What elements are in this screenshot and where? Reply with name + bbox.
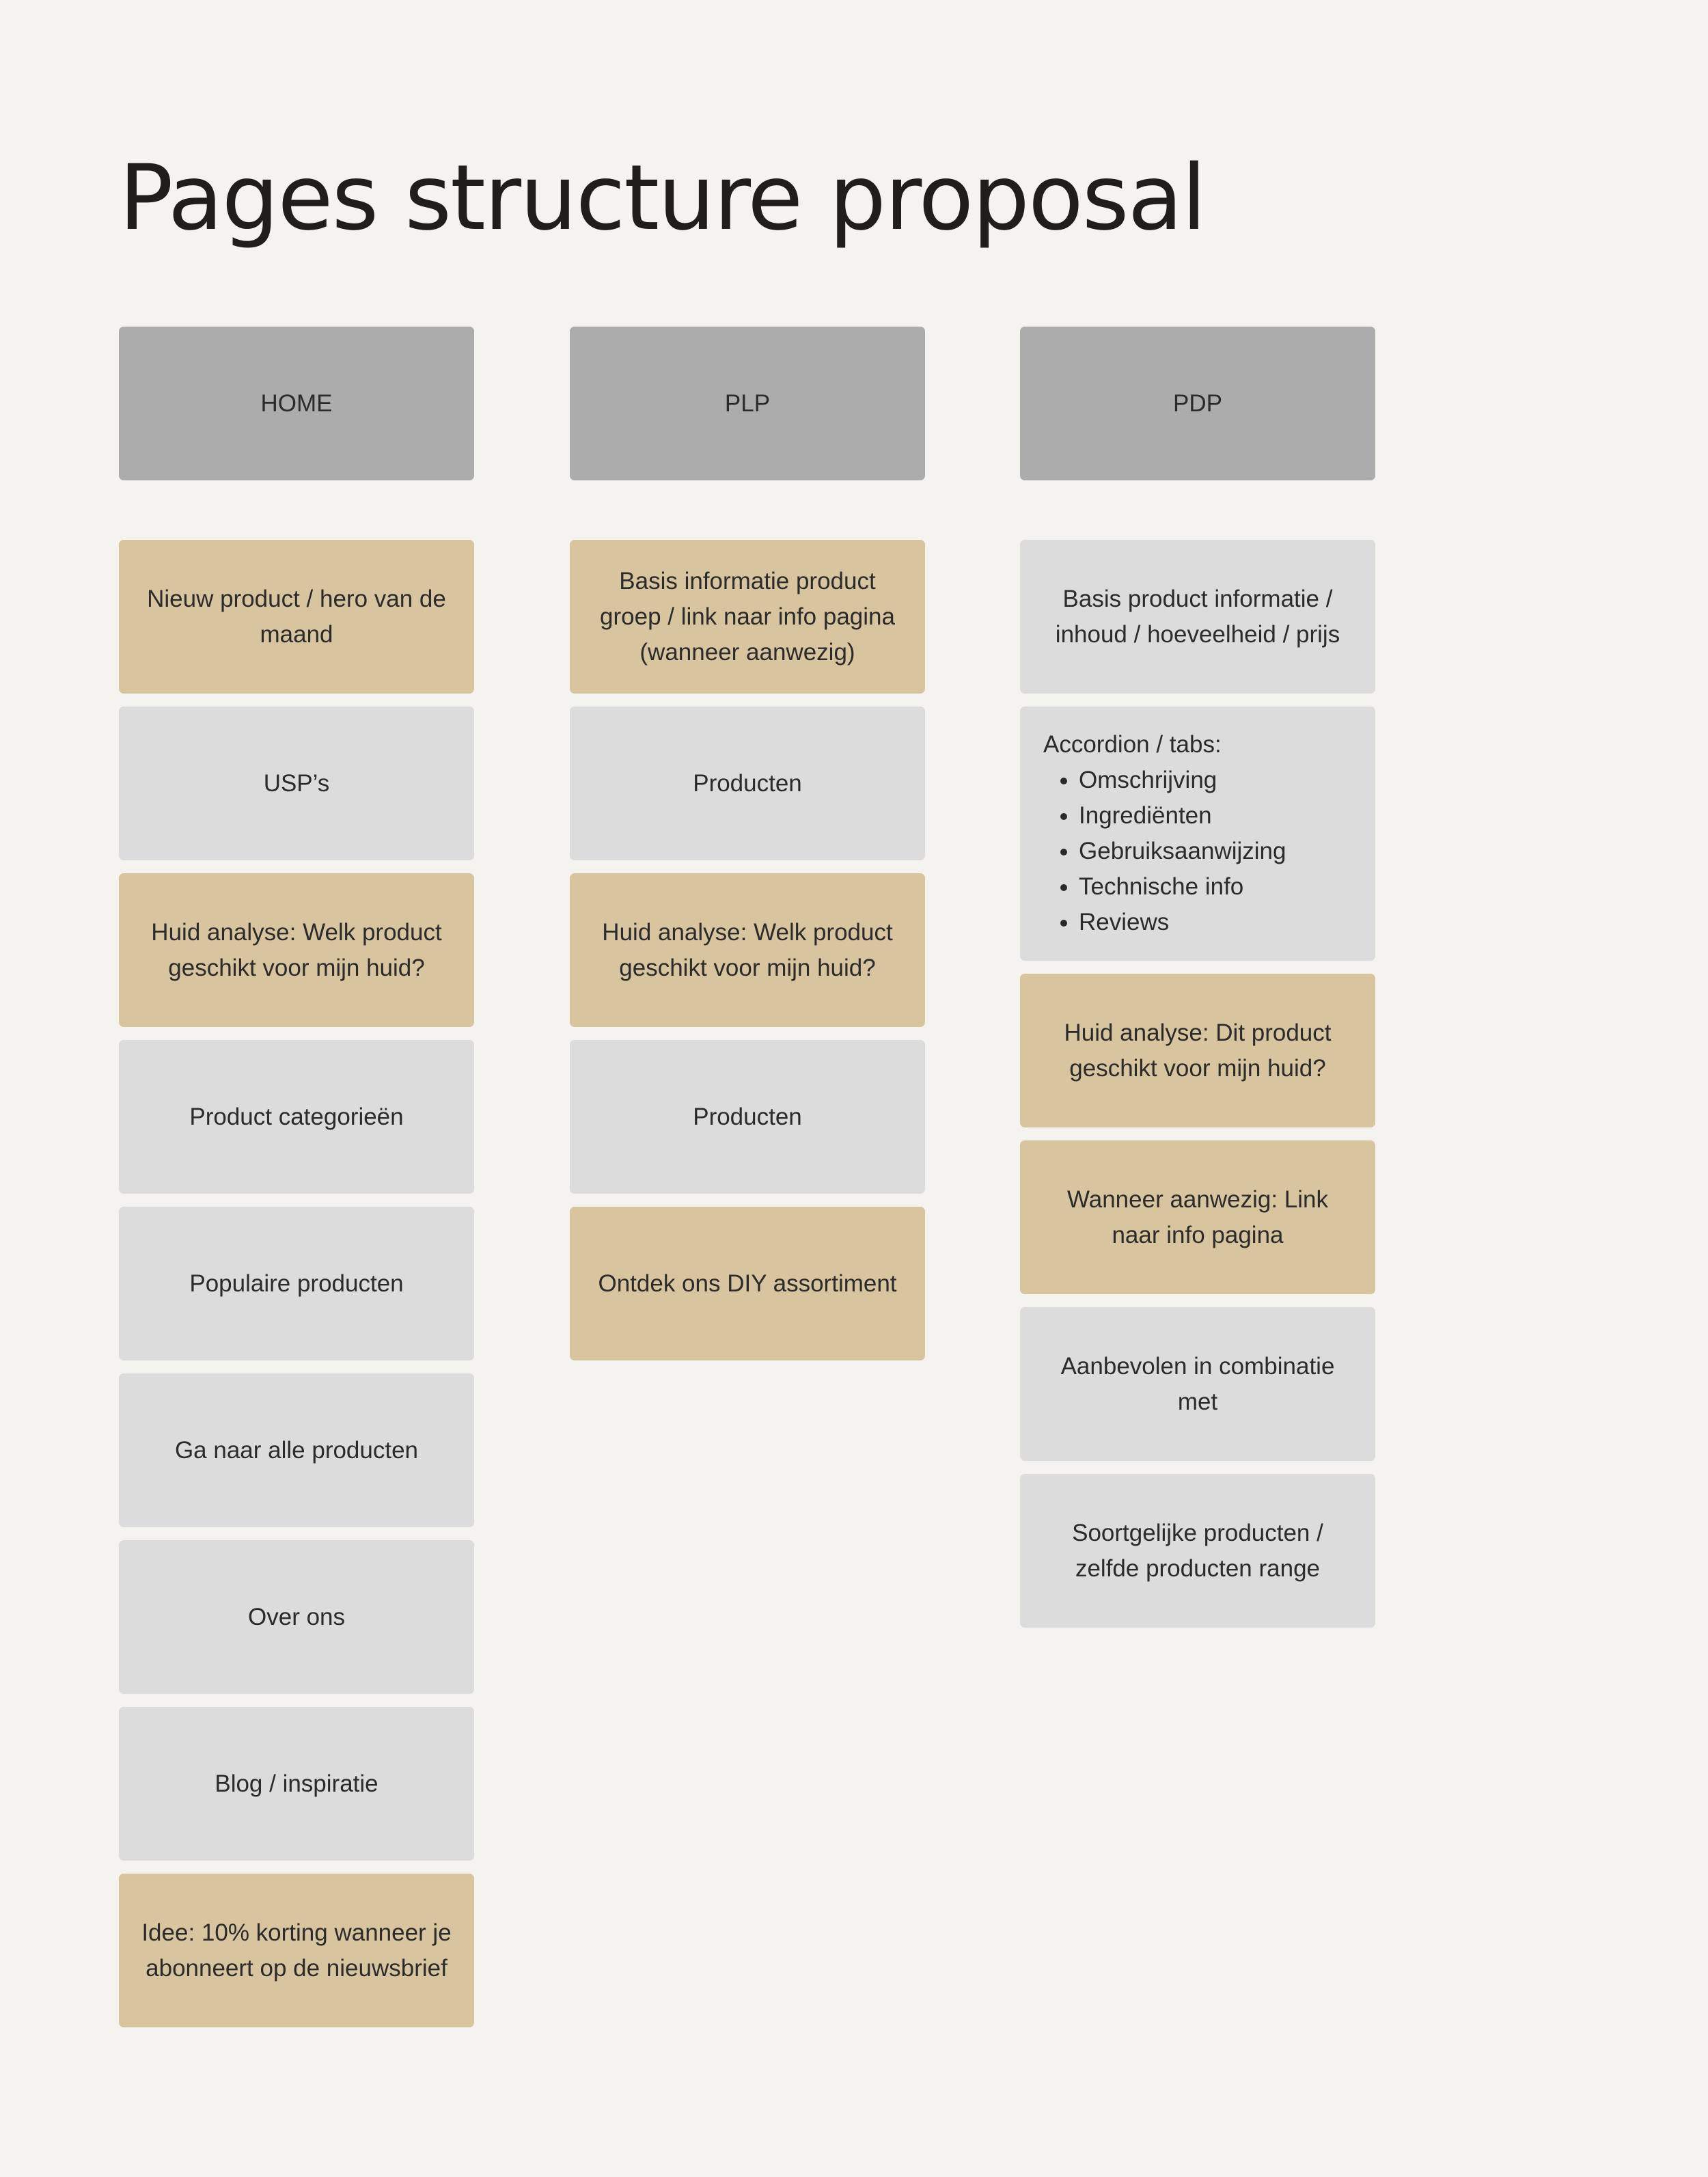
plp-card-products-2: Producten bbox=[570, 1040, 925, 1194]
home-card-popular: Populaire producten bbox=[119, 1207, 474, 1360]
accordion-title: Accordion / tabs: bbox=[1043, 731, 1222, 758]
page-title: Pages structure proposal bbox=[119, 146, 1206, 251]
list-item: • Technische info bbox=[1079, 869, 1286, 905]
pdp-card-basic-info: Basis product informatie / inhoud / hoeveelheid / prijs bbox=[1020, 540, 1375, 694]
home-card-usps: USP’s bbox=[119, 707, 474, 860]
home-header: HOME bbox=[119, 327, 474, 480]
home-card-blog: Blog / inspiratie bbox=[119, 1707, 474, 1861]
pdp-card-recommended: Aanbevolen in combinatie met bbox=[1020, 1307, 1375, 1461]
plp-column bbox=[570, 327, 925, 1373]
plp-card-diy: Ontdek ons DIY assortiment bbox=[570, 1207, 925, 1360]
list-item: • Omschrijving bbox=[1079, 763, 1286, 798]
pdp-card-skin-analysis: Huid analyse: Dit product geschikt voor mijn huid? bbox=[1020, 974, 1375, 1127]
plp-card-basic-info: Basis informatie product groep / link naar info pagina (wanneer aanwezig) bbox=[570, 540, 925, 694]
plp-header: PLP bbox=[570, 327, 925, 480]
home-card-all-products: Ga naar alle producten bbox=[119, 1373, 474, 1527]
pdp-card-accordion bbox=[1020, 707, 1375, 961]
home-card-skin-analysis: Huid analyse: Welk product geschikt voor mijn huid? bbox=[119, 873, 474, 1027]
home-column bbox=[119, 327, 474, 2040]
list-item: • Ingrediënten bbox=[1079, 798, 1286, 834]
home-card-newsletter-idea: Idee: 10% korting wanneer je abonneert op de nieuwsbrief bbox=[119, 1874, 474, 2027]
home-card-hero: Nieuw product / hero van de maand bbox=[119, 540, 474, 694]
plp-card-products-1: Producten bbox=[570, 707, 925, 860]
accordion-list bbox=[1043, 763, 1286, 940]
pdp-card-info-link: Wanneer aanwezig: Link naar info pagina bbox=[1020, 1140, 1375, 1294]
home-card-about: Over ons bbox=[119, 1540, 474, 1694]
pdp-card-similar: Soortgelijke producten / zelfde producten range bbox=[1020, 1474, 1375, 1628]
plp-card-skin-analysis: Huid analyse: Welk product geschikt voor mijn huid? bbox=[570, 873, 925, 1027]
home-card-categories: Product categorieën bbox=[119, 1040, 474, 1194]
list-item: • Reviews bbox=[1079, 905, 1286, 940]
list-item: • Gebruiksaanwijzing bbox=[1079, 834, 1286, 869]
pdp-header: PDP bbox=[1020, 327, 1375, 480]
pdp-column bbox=[1020, 327, 1375, 1641]
